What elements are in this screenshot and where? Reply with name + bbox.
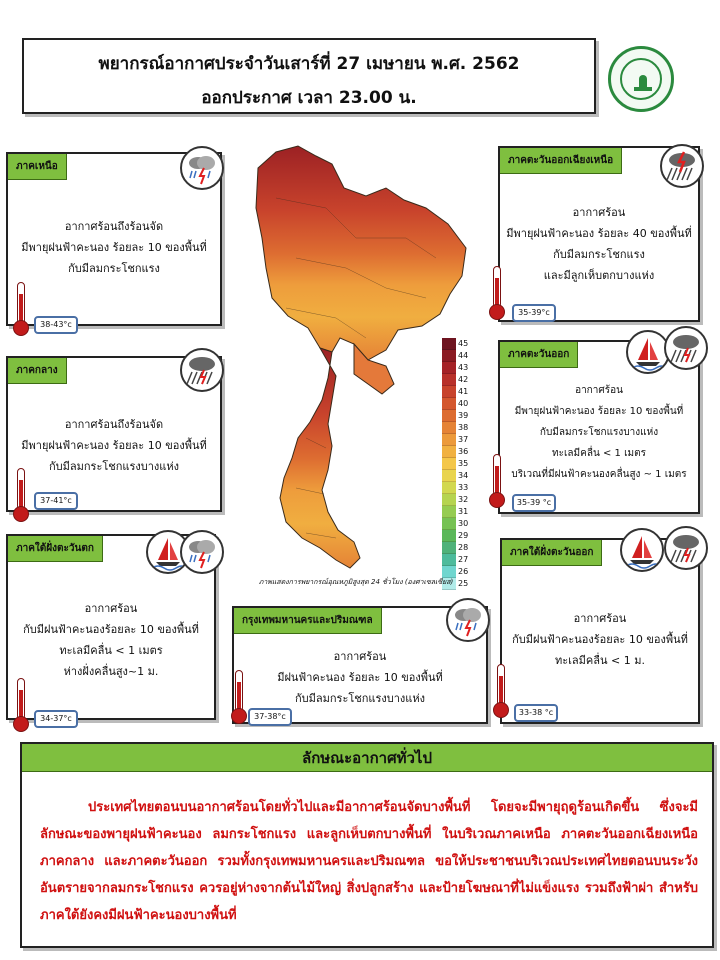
forecast-line: กับมีลมกระโชกแรงบางแห่ง	[294, 692, 425, 705]
legend-swatch	[442, 338, 456, 350]
legend-swatch	[442, 386, 456, 398]
legend-swatch	[442, 542, 456, 554]
forecast-line: กับมีลมกระโชกแรง	[553, 248, 645, 261]
map-peninsula-shape	[280, 348, 360, 568]
region-forecast	[502, 608, 698, 671]
legend-label: 37	[458, 435, 469, 444]
region-name: ภาคใต้ฝั่งตะวันออก	[502, 540, 602, 566]
summary-title: ลักษณะอากาศทั่วไป	[22, 744, 712, 772]
boat-icon	[620, 528, 664, 572]
issue-time: ออกประกาศ เวลา 23.00 น.	[201, 88, 417, 108]
legend-labels	[458, 338, 478, 590]
forecast-line: ทะเลมีคลื่น < 1 เมตร	[552, 448, 646, 459]
temperature-range: 38-43°c	[34, 316, 78, 334]
forecast-line: อากาศร้อน	[84, 602, 138, 615]
thermometer-icon	[12, 468, 30, 522]
region-card-east	[498, 340, 700, 514]
region-name: กรุงเทพมหานครและปริมณฑล	[234, 608, 382, 634]
legend-label: 26	[458, 567, 469, 576]
legend-color-bar	[442, 338, 456, 566]
thermometer-icon	[492, 664, 510, 718]
legend-swatch	[442, 506, 456, 518]
legend-label: 42	[458, 375, 469, 384]
forecast-line: กับมีฝนฟ้าคะนองร้อยละ 10 ของพื้นที่	[512, 633, 688, 646]
forecast-title: พยากรณ์อากาศประจำวันเสาร์ที่ 27 เมษายน พ.ศ. 2562	[98, 54, 520, 74]
forecast-line: มีพายุฝนฟ้าคะนอง ร้อยละ 10 ของพื้นที่	[21, 241, 207, 254]
forecast-line: อากาศร้อน	[333, 650, 387, 663]
region-card-south-east	[500, 538, 700, 724]
thermometer-icon	[488, 454, 506, 508]
forecast-line: ห่างฝั่งคลื่นสูง~1 ม.	[63, 665, 159, 678]
temperature-range: 33-38 °c	[514, 704, 558, 722]
legend-label: 40	[458, 399, 469, 408]
legend-label: 35	[458, 459, 469, 468]
legend-label: 29	[458, 531, 469, 540]
region-name: ภาคกลาง	[8, 358, 67, 384]
forecast-line: มีพายุฝนฟ้าคะนอง ร้อยละ 10 ของพื้นที่	[21, 439, 207, 452]
legend-label: 39	[458, 411, 469, 420]
legend-label: 36	[458, 447, 469, 456]
legend-label: 28	[458, 543, 469, 552]
title-box	[22, 38, 596, 114]
legend-swatch	[442, 434, 456, 446]
legend-swatch	[442, 482, 456, 494]
temperature-range: 35-39 °c	[512, 494, 556, 512]
temperature-range: 37-38°c	[248, 708, 292, 726]
legend-swatch	[442, 458, 456, 470]
region-forecast	[234, 646, 486, 709]
legend-label: 41	[458, 387, 469, 396]
region-forecast	[500, 202, 698, 286]
temperature-map	[236, 138, 476, 578]
legend-swatch	[442, 362, 456, 374]
legend-swatch	[442, 398, 456, 410]
forecast-line: มีพายุฝนฟ้าคะนอง ร้อยละ 40 ของพื้นที่	[506, 227, 692, 240]
legend-label: 27	[458, 555, 469, 564]
thermometer-icon	[12, 282, 30, 336]
legend-label: 43	[458, 363, 469, 372]
storm-cloud-icon	[664, 326, 708, 370]
tmd-logo	[608, 46, 674, 112]
thunderstorm-icon	[180, 530, 224, 574]
legend-swatch	[442, 422, 456, 434]
general-weather-summary	[20, 742, 714, 948]
forecast-line: ทะเลมีคลื่น < 1 ม.	[555, 654, 645, 667]
legend-label: 32	[458, 495, 469, 504]
temperature-range: 35-39°c	[512, 304, 556, 322]
forecast-line: ทะเลมีคลื่น < 1 เมตร	[59, 644, 163, 657]
legend-swatch	[442, 374, 456, 386]
legend-swatch	[442, 446, 456, 458]
forecast-line: อากาศร้อนถึงร้อนจัด	[64, 418, 164, 431]
map-mainland-shape	[256, 146, 466, 360]
legend-label: 44	[458, 351, 469, 360]
hail-storm-icon	[660, 144, 704, 188]
forecast-line: อากาศร้อน	[575, 385, 623, 396]
legend-swatch	[442, 470, 456, 482]
legend-label: 33	[458, 483, 469, 492]
forecast-line: บริเวณที่มีฝนฟ้าคะนองคลื่นสูง ~ 1 เมตร	[511, 469, 687, 480]
temperature-range: 34-37°c	[34, 710, 78, 728]
region-name: ภาคเหนือ	[8, 154, 67, 180]
legend-swatch	[442, 554, 456, 566]
legend-label: 30	[458, 519, 469, 528]
thermometer-icon	[12, 678, 30, 732]
legend-label: 38	[458, 423, 469, 432]
thermometer-icon	[488, 266, 506, 320]
storm-cloud-icon	[664, 526, 708, 570]
temperature-range: 37-41°c	[34, 492, 78, 510]
legend-swatch	[442, 530, 456, 542]
storm-cloud-icon	[180, 348, 224, 392]
summary-text: ประเทศไทยตอนบนอากาศร้อนโดยทั่วไปและมีอากาศร้อนจัดบางพื้นที่ โดยจะมีพายุฤดูร้อนเกิดขึ้น ซึ่งจะมีลักษณะของพายุฝนฟ้าคะนอง ลมกระโชกแรง และลูกเห็บตกบางพื้นที่ ในบริเวณภาคเหนือ ภาคตะวันออกเฉียงเหนือ ภาคกลาง และภาคตะวันออก รวมทั้งกรุงเทพมหานครและปริมณฑล ขอให้ประชาชนบริเวณประเทศไทยตอนบนระวังอันตรายจากลมกระโชกแรง ควรอยู่ห่างจากต้นไม้ใหญ่ สิ่งปลูกสร้าง และป้ายโฆษณาที่ไม่แข็งแรง รวมถึงฟ้าผ่า สำหรับภาคใต้ยังคงมีฝนฟ้าคะนองบางพื้นที่	[40, 800, 698, 923]
forecast-line: และมีลูกเห็บตกบางแห่ง	[543, 269, 655, 282]
legend-label: 45	[458, 339, 469, 348]
region-forecast	[500, 380, 698, 485]
forecast-line: มีพายุฝนฟ้าคะนอง ร้อยละ 10 ของพื้นที่	[514, 406, 684, 417]
region-forecast	[8, 598, 214, 682]
legend-label: 25	[458, 579, 469, 588]
legend-swatch	[442, 410, 456, 422]
legend-swatch	[442, 518, 456, 530]
legend-label: 31	[458, 507, 469, 516]
forecast-line: มีฝนฟ้าคะนอง ร้อยละ 10 ของพื้นที่	[277, 671, 443, 684]
legend-label: 34	[458, 471, 469, 480]
forecast-line: กับมีลมกระโชกแรงบางแห่ง	[48, 460, 179, 473]
forecast-line: กับมีลมกระโชกแรง	[68, 262, 160, 275]
forecast-line: อากาศร้อนถึงร้อนจัด	[64, 220, 164, 233]
forecast-line: กับมีลมกระโชกแรงบางแห่ง	[539, 427, 659, 438]
region-forecast	[8, 414, 220, 477]
forecast-line: กับมีฝนฟ้าคะนองร้อยละ 10 ของพื้นที่	[23, 623, 199, 636]
thermometer-icon	[230, 670, 248, 724]
region-name: ภาคตะวันออกเฉียงเหนือ	[500, 148, 622, 174]
region-name: ภาคตะวันออก	[500, 342, 578, 368]
thunderstorm-icon	[446, 598, 490, 642]
legend-swatch	[442, 350, 456, 362]
forecast-line: อากาศร้อน	[573, 612, 627, 625]
region-name: ภาคใต้ฝั่งตะวันตก	[8, 536, 103, 562]
region-forecast	[8, 216, 220, 279]
legend-swatch	[442, 494, 456, 506]
thunderstorm-icon	[180, 146, 224, 190]
map-caption: ภาพแสดงการพยากรณ์อุณหภูมิสูงสุด 24 ชั่วโมง (องศาเซลเซียส)	[258, 578, 454, 586]
forecast-line: อากาศร้อน	[572, 206, 626, 219]
